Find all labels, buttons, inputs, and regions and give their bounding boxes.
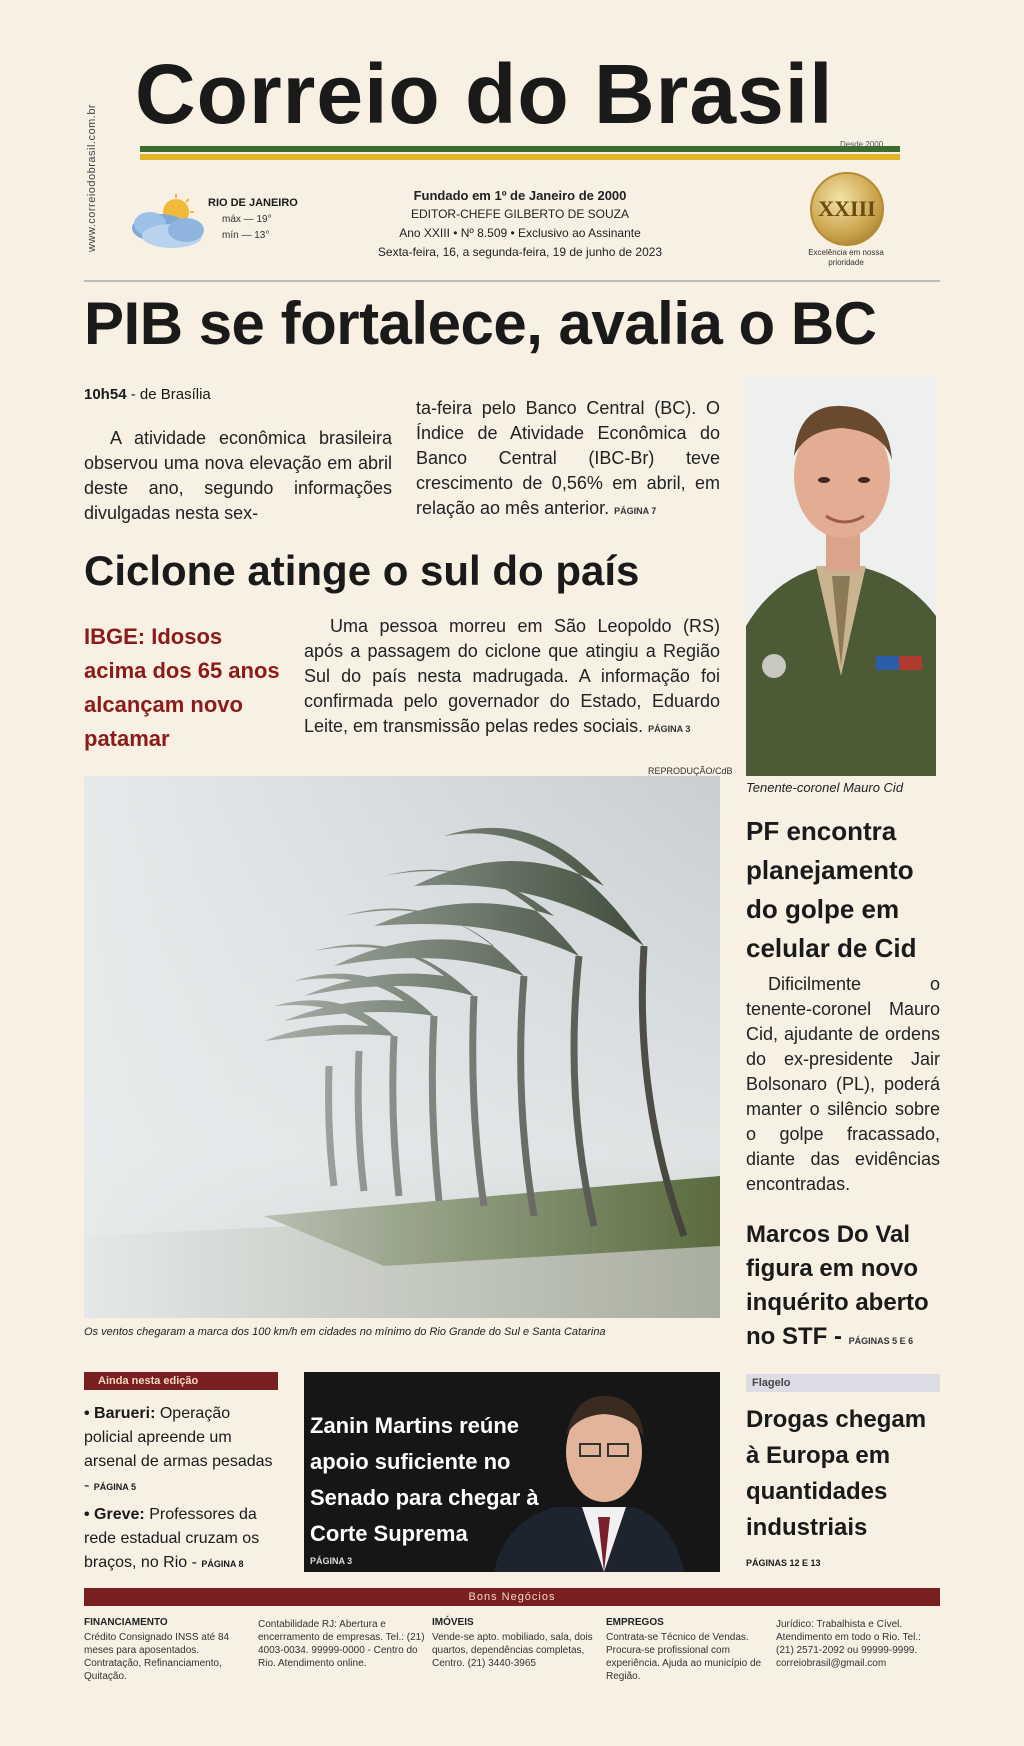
drogas-headline[interactable]: Drogas chegam à Europa em quantidades industriais <box>746 1406 927 1541</box>
editor-line: EDITOR-CHEFE GILBERTO DE SOUZA <box>410 207 630 221</box>
lead-headline[interactable]: PIB se fortalece, avalia o BC <box>84 290 877 357</box>
partly-cloudy-icon <box>120 194 220 254</box>
storm-caption: Os ventos chegaram a marca dos 100 km/h em cidades no mínimo do Rio Grande do Sul e Santa Catarina <box>84 1326 606 1338</box>
ciclone-body: Uma pessoa morreu em São Leopoldo (RS) após a passagem do ciclone que atingiu a Região Sul do país nesta madrugada. A informação foi confirmada pelo governador do Estado, Eduardo Leite, em transmissão pelas redes sociais. <box>304 616 720 736</box>
list-item[interactable] <box>84 1402 276 1499</box>
item-text: Professores da rede estadual cruzam os braços, no Rio - <box>84 1506 260 1571</box>
seal-caption: Excelência em nossa prioridade <box>808 248 884 267</box>
weather-max: máx — 19° <box>222 214 272 225</box>
masthead-url-vertical[interactable]: www.correiodobrasil.com.br <box>86 103 98 252</box>
ciclone-page-ref[interactable]: PÁGINA 3 <box>648 724 691 734</box>
item-page: PÁGINA 8 <box>201 1559 244 1569</box>
item-page: PÁGINA 5 <box>93 1482 136 1492</box>
lead-page-ref[interactable]: PÁGINA 7 <box>614 506 657 516</box>
classified-text: Contabilidade RJ: Abertura e encerramento de empresas. Tel.: (21) 4003-0034. 99999-0000 - Centro do Rio. Atendimento online. <box>258 1619 425 1669</box>
classified-col <box>84 1616 254 1683</box>
classified-text: Contrata-se Técnico de Vendas. Procura-se profissional com experiência. Ajuda ao município de Região. <box>606 1632 762 1682</box>
masthead-gold-bar <box>140 154 900 160</box>
bons-negocios-bar: Bons Negócios <box>84 1588 940 1606</box>
classified-col <box>432 1616 602 1670</box>
weather-min: mín — 13° <box>222 230 270 241</box>
lead-text-col1: A atividade econômica brasileira observou uma nova elevação em abril deste ano, segundo informações divulgadas nesta sex- <box>84 428 392 523</box>
lead-col2-text: ta-feira pelo Banco Central (BC). O Índice de Atividade Econômica do Banco Central (IBC-Br) teve crescimento de 0,56% em abril, em relação ao mês anterior. <box>416 398 720 518</box>
item-text: Operação policial apreende um arsenal de armas pesadas - <box>84 1405 273 1494</box>
drogas-page-ref[interactable]: PÁGINAS 12 E 13 <box>746 1558 821 1568</box>
zanin-headline: Zanin Martins reúne apoio suficiente no Senado para chegar à Corte Suprema <box>310 1413 539 1546</box>
storm-photo[interactable] <box>84 776 720 1318</box>
list-item[interactable] <box>84 1503 276 1576</box>
masthead-tagline: Desde 2000 <box>840 140 884 149</box>
ciclone-headline[interactable]: Ciclone atinge o sul do país <box>84 547 640 594</box>
classified-text: Jurídico: Trabalhista e Cível. Atendimento em todo o Rio. Tel.: (21) 2571-2092 ou 99999-9999. correiobrasil@gmail.com <box>776 1619 921 1669</box>
masthead-green-bar <box>140 146 900 152</box>
issue-line: Ano XXIII • Nº 8.509 • Exclusivo ao Assinante <box>399 226 641 240</box>
classified-text: Crédito Consignado INSS até 84 meses para aposentados. Contratação, Refinanciamento, Quitação. <box>84 1632 230 1682</box>
seal-text: XXIII <box>818 196 876 221</box>
founded-line: Fundado em 1º de Janeiro de 2000 <box>413 188 627 203</box>
classified-col <box>606 1616 776 1683</box>
ainda-tag: Ainda nesta edição <box>84 1372 278 1390</box>
lead-text-col2 <box>416 396 720 524</box>
item-title: • Greve: <box>84 1506 145 1523</box>
photo-credit: REPRODUÇÃO/CdB <box>648 766 733 776</box>
edition-info <box>330 186 710 262</box>
marcos-title: Marcos Do Val figura em novo inquérito aberto no STF - <box>746 1221 929 1350</box>
marcos-page-ref[interactable]: PÁGINAS 5 E 6 <box>848 1336 914 1346</box>
ibge-headline[interactable]: IBGE: Idosos acima dos 65 anos alcançam novo patamar <box>84 624 280 751</box>
classified-text: Vende-se apto. mobiliado, sala, dois quartos, dependências completas, Centro. (21) 3440-3965 <box>432 1632 593 1669</box>
lead-time: 10h54 <box>84 386 127 403</box>
classified-title: EMPREGOS <box>606 1617 664 1628</box>
zanin-page-ref: PÁGINA 3 <box>310 1556 353 1566</box>
pf-headline[interactable]: PF encontra planejamento do golpe em celular de Cid <box>746 816 917 963</box>
anniversary-seal <box>810 172 884 246</box>
officer-photo[interactable] <box>746 376 936 776</box>
marcos-headline[interactable] <box>746 1218 940 1358</box>
classified-title: FINANCIAMENTO <box>84 1617 168 1628</box>
item-title: • Barueri: <box>84 1405 156 1422</box>
officer-caption: Tenente-coronel Mauro Cid <box>746 780 904 795</box>
flagelo-tag: Flagelo <box>746 1374 940 1392</box>
classified-col <box>776 1616 940 1670</box>
lead-byline <box>84 386 211 403</box>
lead-location: - de Brasília <box>130 386 211 403</box>
header-divider <box>84 280 940 282</box>
classified-col <box>258 1616 428 1670</box>
date-line: Sexta-feira, 16, a segunda-feira, 19 de junho de 2023 <box>377 245 663 259</box>
ciclone-text <box>304 614 720 742</box>
weather-city: RIO DE JANEIRO <box>208 197 298 209</box>
newspaper-title: Correio do Brasil <box>135 47 834 141</box>
pf-text: Dificilmente o tenente-coronel Mauro Cid, ajudante de ordens do ex-presidente Jair Bolsonaro (PL), poderá manter o silêncio sobre o golpe fracassado, diante das evidências encontradas. <box>746 974 940 1194</box>
ainda-list <box>84 1402 276 1580</box>
classified-title: IMÓVEIS <box>432 1617 474 1628</box>
